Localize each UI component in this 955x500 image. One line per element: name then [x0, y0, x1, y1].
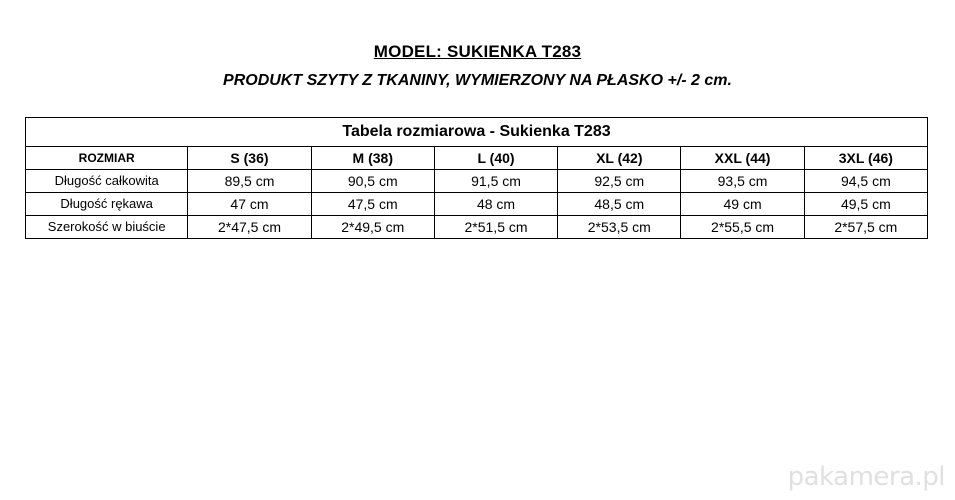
- row-label: Szerokość w biuście: [26, 216, 188, 239]
- table-cell: 92,5 cm: [558, 170, 681, 193]
- table-cell: 2*51,5 cm: [434, 216, 557, 239]
- table-cell: 49 cm: [681, 193, 804, 216]
- table-cell: 94,5 cm: [804, 170, 927, 193]
- table-row: [26, 170, 928, 193]
- table-cell: 2*53,5 cm: [558, 216, 681, 239]
- column-header-3xl: 3XL (46): [804, 147, 927, 170]
- table-cell: 89,5 cm: [188, 170, 311, 193]
- table-cell: 49,5 cm: [804, 193, 927, 216]
- column-header-xl: XL (42): [558, 147, 681, 170]
- table-cell: 2*57,5 cm: [804, 216, 927, 239]
- column-header-l: L (40): [434, 147, 557, 170]
- table-cell: 90,5 cm: [311, 170, 434, 193]
- table-cell: 2*55,5 cm: [681, 216, 804, 239]
- table-cell: 48,5 cm: [558, 193, 681, 216]
- page-subtitle: PRODUKT SZYTY Z TKANINY, WYMIERZONY NA PŁASKO +/- 2 cm.: [223, 72, 732, 89]
- column-header-m: M (38): [311, 147, 434, 170]
- table-cell: 91,5 cm: [434, 170, 557, 193]
- row-label: Długość rękawa: [26, 193, 188, 216]
- table-cell: 2*49,5 cm: [311, 216, 434, 239]
- table-row: [26, 216, 928, 239]
- table-cell: 93,5 cm: [681, 170, 804, 193]
- page-title: MODEL: SUKIENKA T283: [373, 42, 582, 61]
- table-caption: Tabela rozmiarowa - Sukienka T283: [26, 118, 928, 147]
- column-header-s: S (36): [188, 147, 311, 170]
- row-label: Długość całkowita: [26, 170, 188, 193]
- table-caption-row: [26, 118, 928, 147]
- table-row: [26, 193, 928, 216]
- table-cell: 47 cm: [188, 193, 311, 216]
- table-cell: 47,5 cm: [311, 193, 434, 216]
- watermark-logo: pakamera.pl: [787, 462, 945, 492]
- table-cell: 48 cm: [434, 193, 557, 216]
- column-header-size: ROZMIAR: [26, 147, 188, 170]
- size-table: [25, 117, 928, 239]
- column-header-xxl: XXL (44): [681, 147, 804, 170]
- table-cell: 2*47,5 cm: [188, 216, 311, 239]
- table-header-row: [26, 147, 928, 170]
